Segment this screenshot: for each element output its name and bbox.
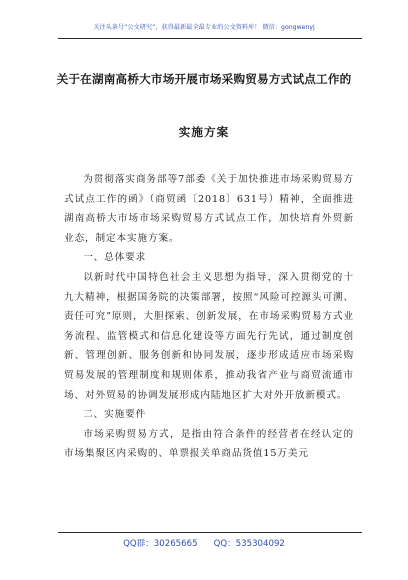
section-heading-overall-requirements: 一、总体要求	[83, 252, 147, 264]
document-body	[64, 170, 354, 464]
paragraph-guiding-principles: 以新时代中国特色社会主义思想为指导，深入贯彻党的十九大精神，根据国务院的决策部署，按照“风险可控源头可溯、责任可究”原则，大胆探索、创新发展，在市场采购贸易方式业务流程、监管模式和信息化建设等方面先行先试，通过制度创新、管理创新、服务创新和协同发展，逐步形成适应市场采购贸易发展的管理制度和规则体系，推动我省产业与商贸流通市场、对外贸易的协调发展形成内陆地区扩大对外开放新模式。	[64, 271, 354, 401]
header-notice: 关注头条号“公文研究”，获得最新最全最专业的公文资料库！ 微信：gongwenyj	[93, 24, 315, 31]
paragraph-definition: 市场采购贸易方式，是指由符合条件的经营者在经认定的市场集聚区内采购的、单票报关单商品货值15万美元	[64, 428, 354, 460]
paragraph-intro: 为贯彻落实商务部等7部委《关于加快推进市场采购贸易方式试点工作的函》（商贸函〔2018〕631号）精神，全面推进湖南高桥大市场市场采购贸易方式试点工作，加快培育外贸新业态，制定本实施方案。	[64, 174, 354, 244]
document-title-line1: 关于在湖南高桥大市场开展市场采购贸易方式试点工作的	[56, 72, 352, 86]
section-heading-implementation-elements: 二、实施要件	[83, 409, 147, 421]
document-title-line2: 实施方案	[178, 125, 230, 139]
footer-qq: QQ：535304092	[213, 539, 285, 549]
header-divider	[58, 38, 362, 39]
footer-contact	[0, 537, 408, 549]
footer-divider	[58, 532, 362, 533]
footer-qq-group: QQ群：30265665	[123, 539, 198, 549]
